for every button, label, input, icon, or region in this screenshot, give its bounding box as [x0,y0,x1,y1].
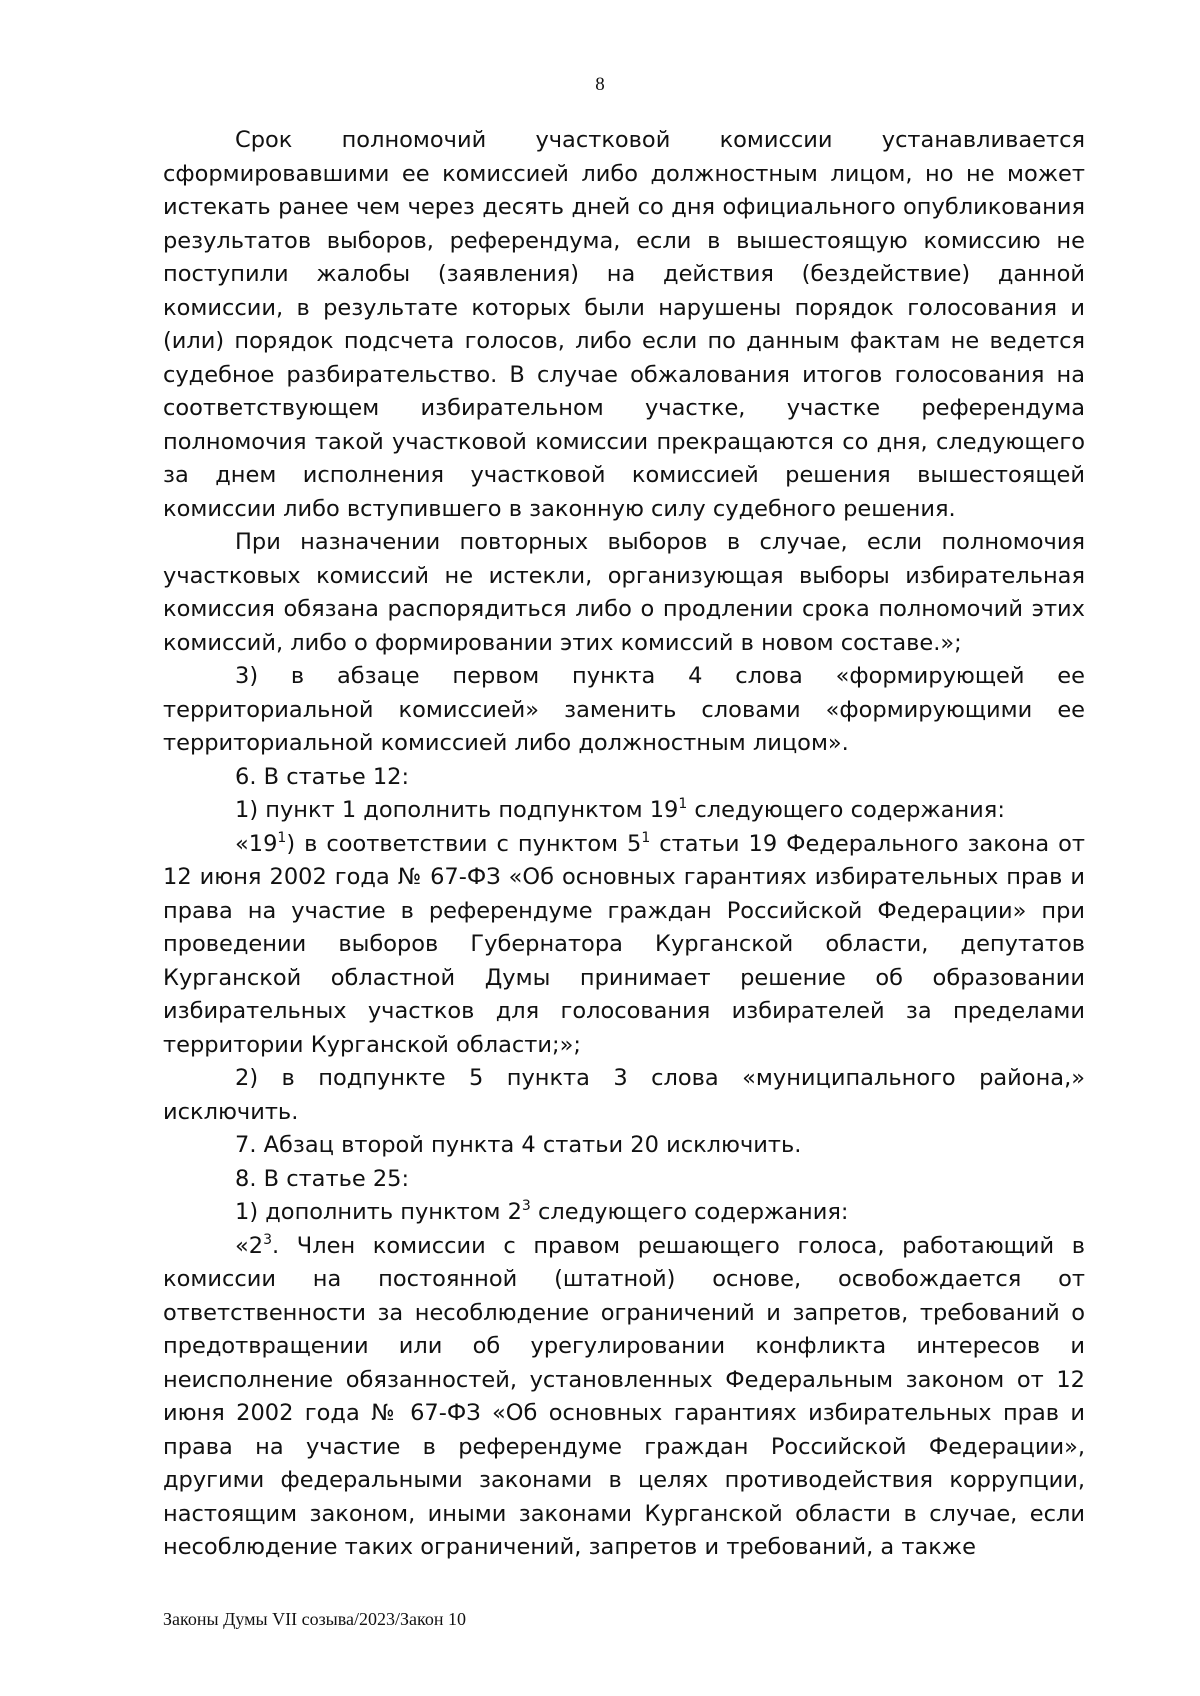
paragraph-text: 1) пункт 1 дополнить подпунктом 19 [235,797,679,823]
superscript-index: 1 [277,829,287,846]
paragraph [163,660,1085,761]
paragraph [163,1062,1085,1129]
paragraph-text: 1) дополнить пунктом 2 [235,1199,522,1225]
paragraph [163,1129,1085,1163]
paragraph-text: При назначении повторных выборов в случае, если полномочия участковых комиссий не истекли, организующая выборы избирательная комиссия обязана распорядиться либо о продлении срока полномочий этих комиссий, либо о формировании этих комиссий в новом составе.»; [163,529,1085,656]
paragraph-text: статьи 19 Федерального закона от 12 июня 2002 года № 67-ФЗ «Об основных гарантиях избирательных прав и права на участие в референдуме граждан Российской Федерации» при проведении выборов Губернатора Курганской области, депутатов Курганской областной Думы принимает решение об образовании избирательных участков для голосования избирателей за пределами территории Курганской области;»; [163,830,1085,1058]
paragraph-text: 2) в подпункте 5 пункта 3 слова «муниципального района,» исключить. [163,1065,1085,1125]
paragraph [163,1230,1085,1565]
paragraph-text: . Член комиссии с правом решающего голоса, работающий в комиссии на постоянной (штатной) основе, освобождается от ответственности за несоблюдение ограничений и запретов, требований о предотвращении или об урегулировании конфликта интересов и неисполнение обязанностей, установленных Федеральным законом от 12 июня 2002 года № 67-ФЗ «Об основных гарантиях избирательных прав и права на участие в референдуме граждан Российской Федерации», другими федеральными законами в целях противодействия коррупции, настоящим законом, иными законами Курганской области в случае, если несоблюдение таких ограничений, запретов и требований, а также [163,1232,1085,1560]
paragraph-text: Срок полномочий участковой комиссии устанавливается сформировавшими ее комиссией либо должностным лицом, но не может истекать ранее чем через десять дней со дня официального опубликования результатов выборов, референдума, если в вышестоящую комиссию не поступили жалобы (заявления) на действия (бездействие) данной комиссии, в результате которых были нарушены порядок голосования и (или) порядок подсчета голосов, либо если по данным фактам не ведется судебное разбирательство. В случае обжалования итогов голосования на соответствующем избирательном участке, участке референдума полномочия такой участковой комиссии прекращаются со дня, следующего за днем исполнения участковой комиссией решения вышестоящей комиссии либо вступившего в законную силу судебного решения. [163,127,1085,522]
document-body [163,124,1085,1565]
paragraph [163,124,1085,526]
paragraph-text: 3) в абзаце первом пункта 4 слова «формирующей ее территориальной комиссией» заменить словами «формирующими ее территориальной комиссией либо должностным лицом». [163,663,1085,756]
paragraph-text: 8. В статье 25: [235,1165,410,1192]
paragraph-text: следующего содержания: [530,1199,849,1225]
paragraph [163,1163,1085,1197]
page-footer: Законы Думы VII созыва/2023/Закон 10 [163,1609,466,1629]
paragraph-text: 6. В статье 12: [235,763,410,790]
superscript-index: 1 [678,796,688,812]
paragraph-text: следующего содержания: [687,797,1005,823]
paragraph-text: «2 [235,1232,264,1259]
paragraph-text: ) в соответствии с пунктом 5 [286,830,642,857]
paragraph [163,1196,1085,1230]
superscript-index: 1 [641,829,651,846]
superscript-index: 3 [263,1231,273,1248]
paragraph-text: «19 [235,830,278,857]
paragraph [163,526,1085,660]
superscript-index: 3 [521,1198,531,1214]
paragraph-text: 7. Абзац второй пункта 4 статьи 20 исключить. [235,1132,802,1158]
paragraph [163,794,1085,828]
paragraph [163,828,1085,1063]
paragraph [163,761,1085,795]
page-number: 8 [595,74,605,95]
